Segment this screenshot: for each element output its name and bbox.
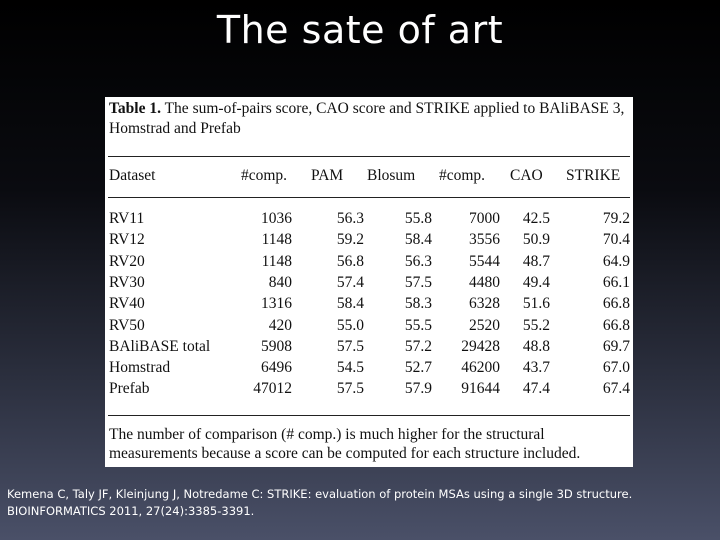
table-cell-value: 58.3 (404, 295, 432, 313)
table-cell-value: 7000 (469, 210, 500, 227)
table-cell-value: 51.6 (522, 295, 550, 313)
table-cell-value: 48.7 (522, 252, 550, 270)
table-cell-value: 55.5 (404, 316, 432, 334)
header-blosum: Blosum (367, 167, 416, 184)
table-cell-value: 46200 (461, 359, 500, 377)
table-footnote: The number of comparison (# comp.) is much higher for the structural measurements because a score can be computed for each structure included. (109, 426, 581, 462)
slide-title: The sate of art (216, 8, 504, 52)
table-row (105, 380, 633, 401)
table-cell-value: 1148 (261, 252, 292, 270)
table-row (105, 359, 633, 380)
table-cell-value: 5908 (261, 337, 292, 355)
table-cell-value: 57.5 (404, 273, 432, 291)
table-cell-value: 67.4 (602, 380, 630, 398)
table-cell-value: 70.4 (602, 231, 630, 249)
bottom-rule (108, 415, 630, 416)
table-caption-text: The sum-of-pairs score, CAO score and STRIKE applied to BAliBASE 3, Homstrad and Prefab (109, 100, 625, 137)
table-cell-value: 54.5 (336, 359, 364, 377)
table-cell-value: 6328 (469, 295, 500, 313)
header-strike: STRIKE (566, 167, 621, 184)
table-cell-value: 55.0 (336, 316, 364, 334)
table-cell-value: 840 (268, 273, 292, 291)
table-cell-value: 48.8 (522, 337, 550, 355)
header-comp-2: #comp. (439, 167, 486, 184)
table-cell-value: 66.8 (602, 316, 630, 334)
table-cell-value: 3556 (469, 231, 500, 249)
table-cell-value: 57.2 (404, 337, 432, 355)
table-cell-value: 59.2 (336, 231, 364, 249)
table-cell-value: 55.2 (522, 316, 550, 334)
table-cell-value: 64.9 (602, 252, 630, 270)
table-cell-value: 47012 (253, 380, 292, 398)
table-cell-value: 1148 (261, 231, 292, 249)
table-cell-value: 57.5 (336, 380, 364, 398)
citation-line-1: Kemena C, Taly JF, Kleinjung J, Notredame C: STRIKE: evaluation of protein MSAs using a single 3D structure. (7, 487, 633, 501)
table-cell-value: 56.3 (336, 210, 364, 227)
table-cell-value: 66.8 (602, 295, 630, 313)
table-cell-value: 42.5 (522, 210, 550, 227)
header-dataset: Dataset (109, 167, 156, 184)
table-cell-value: 57.5 (336, 337, 364, 355)
header-comp-1: #comp. (241, 167, 288, 184)
citation-line-2: BIOINFORMATICS 2011, 27(24):3385-3391. (7, 504, 255, 518)
table-cell-dataset: RV30 (109, 273, 145, 291)
table-cell-value: 5544 (469, 252, 500, 270)
table-cell-value: 52.7 (404, 359, 432, 377)
table-row (105, 338, 633, 359)
table-row (105, 210, 633, 231)
table-row (105, 317, 633, 338)
table-cell-dataset: RV20 (109, 252, 145, 270)
table-cell-dataset: RV40 (109, 295, 145, 313)
table-cell-dataset: RV12 (109, 231, 145, 249)
table-cell-value: 1316 (261, 295, 292, 313)
table-cell-dataset: Prefab (109, 380, 150, 398)
table-cell-value: 49.4 (522, 273, 550, 291)
table-cell-dataset: RV50 (109, 316, 145, 334)
table-cell-dataset: RV11 (109, 210, 145, 227)
table-cell-value: 55.8 (404, 210, 432, 227)
table-figure (105, 97, 633, 467)
top-rule (108, 156, 630, 157)
table-cell-value: 69.7 (602, 337, 630, 355)
table-cell-value: 57.4 (336, 273, 364, 291)
table-cell-value: 56.8 (336, 252, 364, 270)
table-row (105, 231, 633, 252)
table-cell-dataset: Homstrad (109, 359, 171, 377)
table-cell-value: 58.4 (404, 231, 432, 249)
table-row (105, 274, 633, 295)
table-cell-value: 29428 (461, 337, 500, 355)
table-cell-value: 2520 (469, 316, 500, 334)
table-row (105, 295, 633, 316)
table-cell-value: 6496 (261, 359, 292, 377)
table-cell-value: 66.1 (602, 273, 630, 291)
table-cell-value: 43.7 (522, 359, 550, 377)
header-rule (108, 197, 630, 198)
table-label: Table 1. (109, 100, 161, 117)
table-cell-value: 67.0 (602, 359, 630, 377)
table-caption (109, 99, 629, 139)
table-cell-value: 420 (268, 316, 292, 334)
table-row (105, 253, 633, 274)
header-pam: PAM (311, 167, 344, 184)
table-cell-value: 91644 (461, 380, 500, 398)
citation (7, 486, 707, 520)
table-cell-value: 4480 (469, 273, 500, 291)
table-cell-value: 56.3 (404, 252, 432, 270)
table-cell-value: 57.9 (404, 380, 432, 398)
table-cell-value: 50.9 (522, 231, 550, 249)
table-cell-value: 1036 (261, 210, 292, 227)
header-cao: CAO (510, 167, 543, 184)
table-cell-value: 58.4 (336, 295, 364, 313)
table-cell-value: 47.4 (522, 380, 550, 398)
table-cell-dataset: BAliBASE total (109, 337, 211, 355)
table-cell-value: 79.2 (602, 210, 630, 227)
